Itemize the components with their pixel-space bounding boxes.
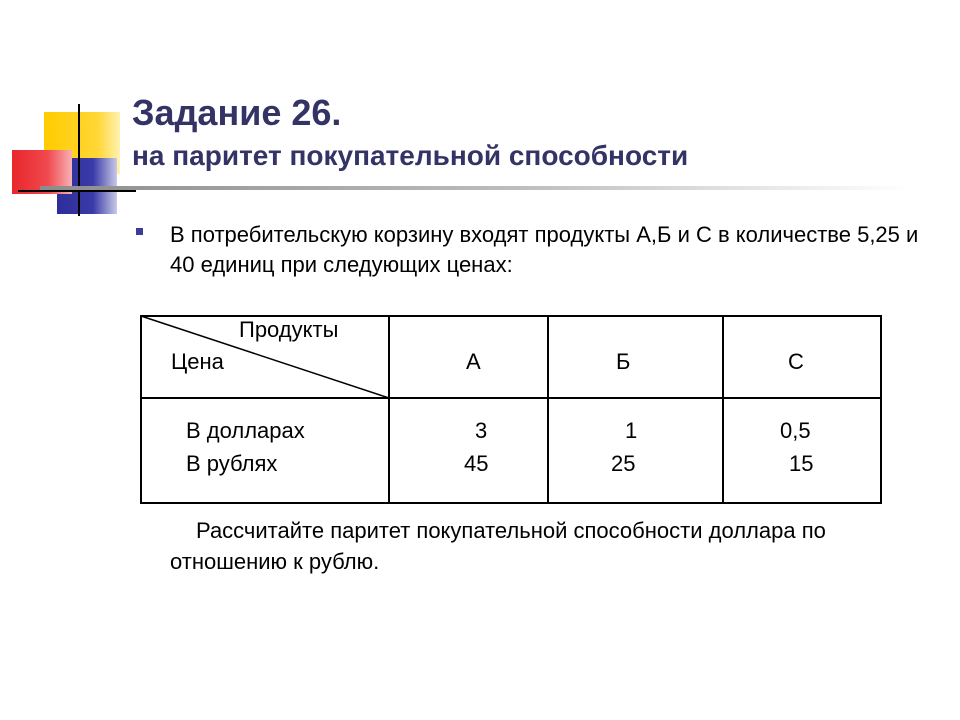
bullet-text: В потребительскую корзину входят продукты А,Б и С в количестве 5,25 и 40 единиц при следующих ценах: <box>170 222 919 277</box>
row-label-dollars: В долларах <box>186 418 305 443</box>
price-table <box>140 315 882 504</box>
title-underline <box>40 186 910 190</box>
question-text: Рассчитайте паритет покупательной способности доллара по отношению к рублю. <box>170 518 826 574</box>
cell-dollars-b: 1 <box>625 418 638 443</box>
column-header-a: А <box>466 349 481 374</box>
row-label-rubles: В рублях <box>186 451 278 476</box>
column-header-b: Б <box>616 349 631 374</box>
bullet-marker <box>136 228 143 235</box>
slide-title: Задание 26. <box>132 92 342 133</box>
cell-rubles-b: 25 <box>611 451 636 476</box>
cell-dollars-a: 3 <box>475 418 488 443</box>
vertical-line <box>78 104 80 216</box>
cell-dollars-c: 0,5 <box>780 418 811 443</box>
column-header-c: С <box>788 349 804 374</box>
slide-subtitle: на паритет покупательной способности <box>132 140 689 171</box>
horizontal-line <box>18 190 136 192</box>
header-products: Продукты <box>239 317 339 342</box>
cell-rubles-c: 15 <box>789 451 814 476</box>
decorative-squares <box>0 0 140 230</box>
cell-rubles-a: 45 <box>464 451 489 476</box>
header-price: Цена <box>171 349 224 374</box>
